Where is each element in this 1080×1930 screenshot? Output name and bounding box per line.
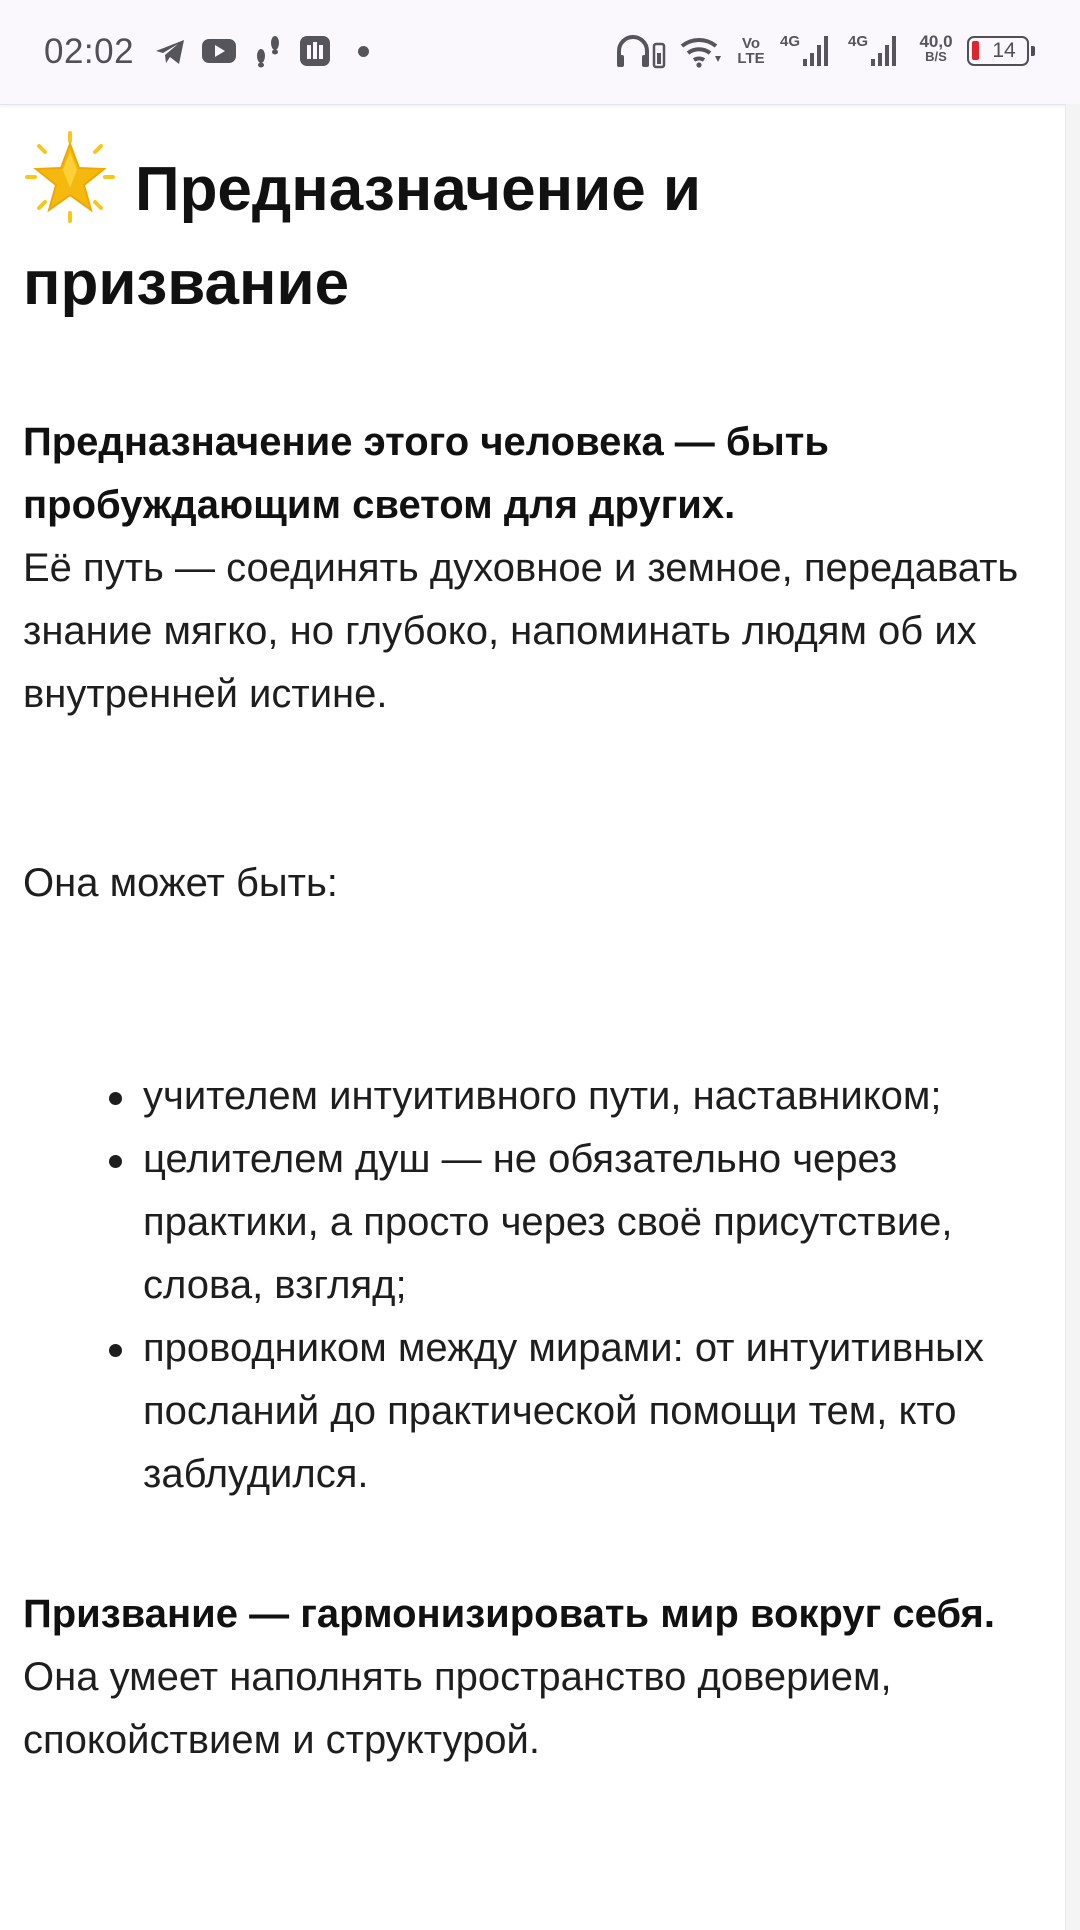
- paragraph-intro: Она может быть:: [23, 861, 338, 905]
- list-item: учителем интуитивного пути, наставником;: [143, 1065, 1023, 1128]
- list-item: целителем душ — не обязательно через практики, а просто через своё присутствие, слова, взгляд;: [143, 1128, 1023, 1317]
- more-notifications-dot: [358, 46, 369, 57]
- network-type-1: 4G: [780, 33, 801, 50]
- signal-icon-1: [803, 34, 829, 68]
- youtube-icon: [201, 37, 237, 65]
- paragraph-destiny-text: Её путь — соединять духовное и земное, передавать знание мягко, но глубоко, напоминать людям об их внутренней истине.: [23, 546, 1019, 716]
- article: [23, 130, 1023, 1772]
- page-title-text: Предназначение и призвание: [23, 155, 702, 318]
- paragraph-calling: [23, 1583, 1023, 1772]
- headphones-battery-icon: [615, 33, 667, 71]
- telegram-icon: [154, 38, 186, 66]
- paragraph-destiny-bold: Предназначение этого человека — быть пробуждающим светом для других.: [23, 420, 829, 527]
- battery-indicator: [967, 36, 1029, 66]
- footsteps-icon: [252, 34, 284, 68]
- battery-level: 14: [992, 39, 1016, 62]
- paragraph-destiny: [23, 411, 1023, 726]
- signal-icon-2: [871, 34, 897, 68]
- roles-list: [23, 1065, 1023, 1506]
- battery-fill: [972, 41, 979, 60]
- paragraph-calling-text: Она умеет наполнять пространство доверием, спокойствием и структурой.: [23, 1655, 892, 1762]
- status-bar: [0, 0, 1080, 105]
- app-icon: [299, 35, 331, 67]
- network-speed: 40,0 B/S: [919, 32, 953, 64]
- clock: 02:02: [44, 32, 135, 71]
- list-item: проводником между мирами: от интуитивных посланий до практической помощи тем, кто заблудился.: [143, 1317, 1023, 1506]
- scrollbar[interactable]: [1065, 104, 1080, 1930]
- network-type-2: 4G: [848, 33, 869, 50]
- paragraph-calling-bold: Призвание — гармонизировать мир вокруг себя.: [23, 1592, 995, 1636]
- page-title: [23, 130, 1023, 331]
- star-icon: [23, 130, 117, 224]
- wifi-icon: [680, 34, 722, 68]
- volte-indicator: Vo LTE: [737, 35, 765, 67]
